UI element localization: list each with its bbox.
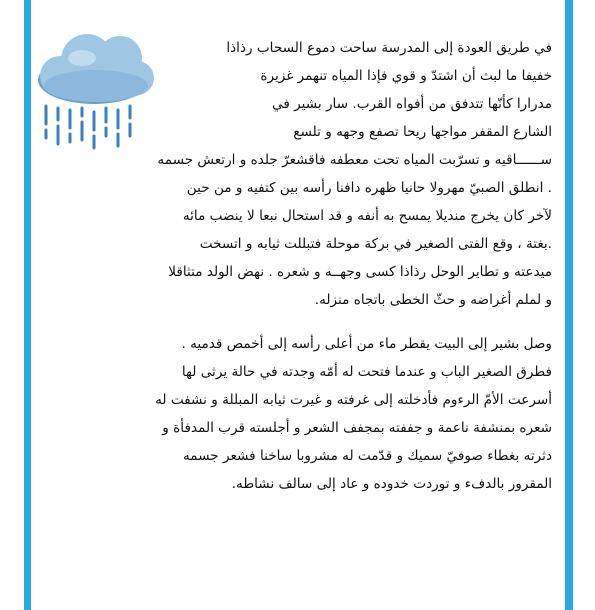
story-line: في طريق العودة إلى المدرسة ساحت دموع السحاب رذاذا	[226, 40, 552, 56]
story-line: وصل بشير إلى البيت يقطر ماء من أعلى رأسه إلى أخمص قدميه .	[181, 336, 552, 352]
story-line: . انطلق الصبيّ مهرولا حانيا ظهره دافنا رأسه بين كتفيه و من حين	[186, 180, 552, 196]
story-line: و لملم أغراضه و حثّ الخطى باتجاه منزله.	[314, 292, 552, 308]
story-line: المقرور بالدفء و توردت خدوده و عاد إلى سالف نشاطه.	[231, 476, 552, 492]
paragraph-gap	[44, 314, 552, 330]
story-line: لآخر كان يخرج منديلا يمسح به أنفه و قد استحال نبعا لا ينضب مائه	[182, 208, 552, 224]
page-border-right	[565, 0, 573, 610]
story-line: أسرعت الأمّ الرءوم فأدخلته إلى غرفته و غيرت ثيابه المبللة و نشفت له	[155, 392, 552, 408]
page-border-left	[24, 0, 31, 610]
story-text	[44, 34, 552, 498]
story-line: ســــــاقيه و تسرّبت المياه تحت معطفه فاقشعرّ جلده و ارتعش جسمه	[157, 152, 552, 168]
story-line: شعره بمنشفة ناعمة و جففته بمجفف الشعر و أجلسته قرب المدفأة و	[162, 420, 552, 436]
story-line: .بغتة ، وقع الفتى الصغير في بركة موحلة فتبللت ثيابه و اتسخت	[199, 236, 552, 252]
story-line: ميدعته و تطاير الوحل رذاذا كسى وجهــه و شعره . نهض الولد متثاقلا	[168, 264, 552, 280]
story-line: الشارع المقفر مواجها ريحا تصفع وجهه و تلسع	[293, 124, 552, 140]
story-line: فطرق الصغير الباب و عندما فتحت له أمّه وجدته في حالة يرثى لها	[181, 364, 552, 380]
title-area	[180, 0, 370, 10]
story-line: مدرارا كأنّها تتدفق من أفواه القرب. سار بشير في	[271, 96, 552, 112]
story-line: خفيفا ما لبث أن اشتدّ و قوي فإذا المياه تنهمر غزيرة	[260, 68, 552, 84]
story-line: دثرته بغطاء صوفيّ سميك و قدّمت له مشروبا ساخنا فشعر جسمه	[182, 448, 552, 464]
